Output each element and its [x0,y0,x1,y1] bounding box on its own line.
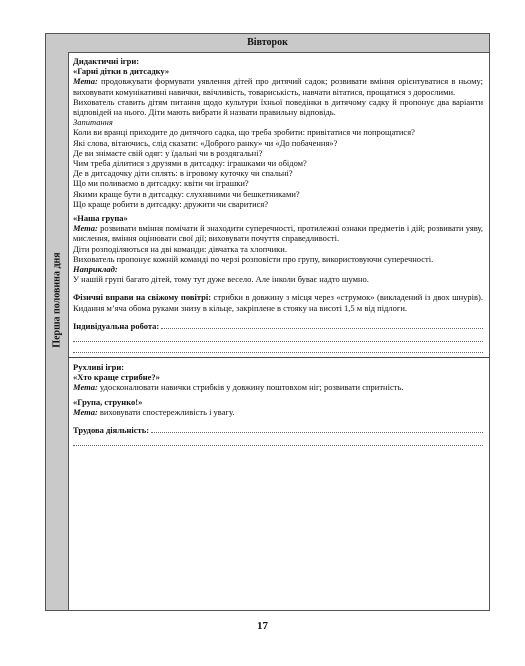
goal-paragraph [73,76,483,96]
questions-label: Запитання [73,117,113,128]
side-label-time-of-day: Перша половина дня [51,252,63,348]
question-item: Коли ви вранці приходите до дитячого садка, що треба зробити: привітатися чи попрощатися? [73,127,415,138]
goal-paragraph [73,407,483,417]
didactic-games-heading: Дидактичні ігри: [73,56,140,66]
table-header-day: Вівторок [46,34,489,53]
game-title-our-group: «Наша група» [73,213,128,224]
game-title-good-kids: «Гарні дітки в дитсадку» [73,66,170,77]
content-cell [73,56,483,606]
plan-table [45,33,490,611]
individual-work-line-2 [73,331,483,342]
teams-paragraph: Діти розподіляються на дві команди: дівчатка та хлопчики. [73,243,287,254]
example-text: У нашій групі багато дітей, тому тут дуже весело. Але інколи буває надто шумно. [73,274,369,285]
individual-work-label: Індивідуальна робота: [73,320,160,331]
goal-label: Мета: [73,76,98,87]
goal-text: удосконалювати навички стрибків у довжину поштовхом ніг; розвивати спритність. [99,382,404,393]
question-item: Де в дитсадочку діти сплять: в ігровому куточку чи спальні? [73,168,293,179]
individual-work-line [161,321,483,329]
example-label: Наприклад: [73,264,118,275]
goal-label: Мета: [73,406,98,417]
labor-activity-line [151,425,483,433]
labor-activity-line-2 [73,435,483,446]
physical-exercises-text: стрибки в довжину з місця через «струмок» (викладений із двох шнурів). Кидання м’яча обома руками знизу в кільце, закріплене в стояку на висоті 1,5 м від підлоги. [73,292,484,313]
teacher-paragraph: Вихователь пропонує кожній команді по черзі розповісти про групу, використовуючи суперечності. [73,253,434,264]
page-number: 17 [257,620,268,632]
labor-activity-label: Трудова діяльність: [73,425,150,436]
physical-exercises-label: Фізичні вправи на свіжому повітрі: [73,292,212,303]
question-item: Які слова, вітаючись, слід сказати: «Доброго ранку» чи «До побачення»? [73,137,338,148]
goal-paragraph [73,223,483,243]
question-item: Де ви знімаєте свій одяг: у їдальні чи в роздягальні? [73,147,263,158]
individual-work-field [73,321,483,331]
goal-text: виховувати спостережливість і увагу. [99,406,235,417]
question-item: Що ми поливаємо в дитсадку: квіти чи іграшки? [73,178,249,189]
game-title-who-jumps: «Хто краще стрибне?» [73,372,160,383]
goal-text: продовжувати формувати уявлення дітей про дитячий садок; розвивати вміння орієнтуватися в ньому; виховувати комунікативні навички, ввічливість, товариськість, навчати вітатися, прощатися з дорослими. [73,76,483,97]
game-title-group-attention: «Група, струнко!» [73,396,143,407]
side-column [46,52,69,610]
individual-work-line-3 [73,342,483,353]
labor-activity-field [73,425,483,435]
game-intro: Вихователь ставить дітям питання щодо культури їхньої поведінки в дитячому садку й пропонує два варіанти відповідей на нього. Діти мають вибрати й назвати правильну відповідь. [73,96,483,118]
goal-label: Мета: [73,223,98,234]
question-item: Що краще робити в дитсадку: дружити чи сваритися? [73,198,269,209]
question-item: Якими краще бути в дитсадку: слухняними чи бешкетниками? [73,188,300,199]
goal-label: Мета: [73,382,98,393]
question-item: Чим треба ділитися з друзями в дитсадку: іграшками чи обідом? [73,158,307,169]
goal-paragraph [73,382,483,392]
physical-exercises-paragraph [73,292,483,312]
outdoor-games-heading: Рухливі ігри: [73,362,125,373]
goal-text: розвивати вміння помічати й знаходити суперечності, протилежні ознаки предметів і дій; розвивати уяву, мислення, вміння оцінювати свої дії; виховувати почуття справедливості. [73,223,483,244]
